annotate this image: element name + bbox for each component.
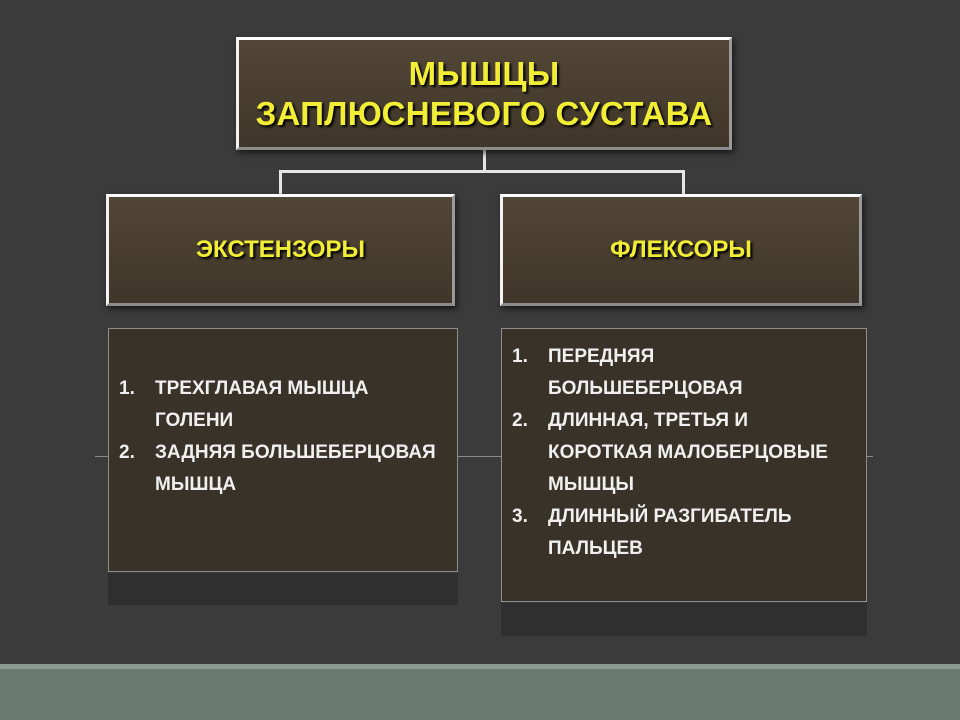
title-line-1: МЫШЦЫ bbox=[408, 54, 560, 92]
title-box bbox=[236, 37, 732, 150]
list-item: 2. ДЛИННАЯ, ТРЕТЬЯ И КОРОТКАЯ МАЛОБЕРЦОВЫЕ МЫШЦЫ bbox=[512, 410, 828, 495]
category-box-flexors bbox=[500, 194, 862, 306]
page-title bbox=[256, 54, 713, 134]
extensors-list bbox=[119, 373, 439, 501]
connector-right-drop bbox=[682, 170, 685, 194]
list-item: 1. ПЕРЕДНЯЯ БОЛЬШЕБЕРЦОВАЯ bbox=[512, 346, 743, 399]
connector-stem bbox=[483, 150, 486, 172]
list-item: 3. ДЛИННЫЙ РАЗГИБАТЕЛЬ ПАЛЬЦЕВ bbox=[512, 506, 792, 559]
category-label-flexors: ФЛЕКСОРЫ bbox=[610, 236, 752, 263]
list-panel-extensors bbox=[108, 328, 458, 572]
list-item: 1. ТРЕХГЛАВАЯ МЫШЦА ГОЛЕНИ bbox=[119, 378, 369, 431]
category-box-extensors bbox=[106, 194, 455, 306]
connector-horizontal bbox=[279, 170, 685, 173]
panel-shadow-flexors bbox=[501, 600, 867, 636]
title-line-2: ЗАПЛЮСНЕВОГО СУСТАВА bbox=[255, 94, 713, 132]
flexors-list bbox=[512, 341, 852, 565]
list-item: 2. ЗАДНЯЯ БОЛЬШЕБЕРЦОВАЯ МЫШЦА bbox=[119, 442, 436, 495]
footer-bar bbox=[0, 664, 960, 720]
connector-left-drop bbox=[279, 170, 282, 194]
category-label-extensors: ЭКСТЕНЗОРЫ bbox=[195, 236, 366, 263]
panel-shadow-extensors bbox=[108, 570, 458, 605]
list-panel-flexors bbox=[501, 328, 867, 602]
